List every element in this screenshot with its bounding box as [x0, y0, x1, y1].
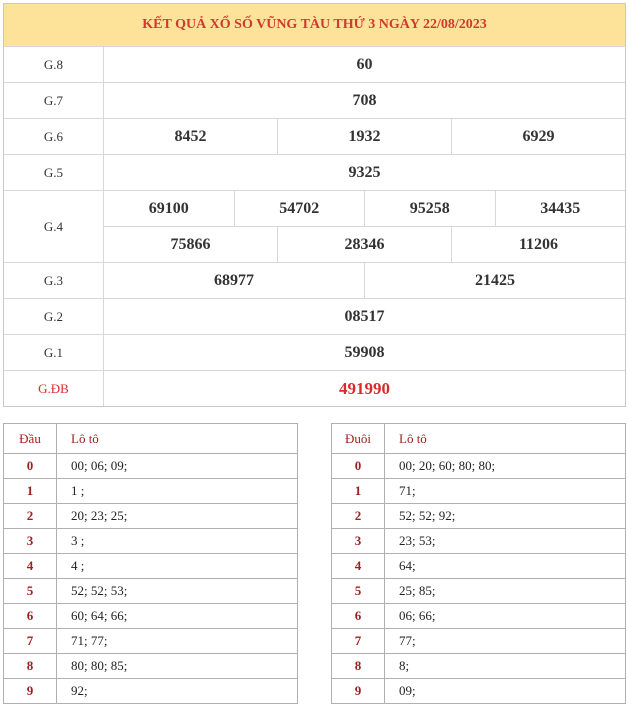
table-row — [4, 528, 297, 553]
row-key: 7 — [4, 629, 57, 653]
prize-number: 75866 — [170, 235, 211, 253]
row-key: 8 — [4, 654, 57, 678]
row-key: 0 — [4, 454, 57, 478]
table-row — [332, 678, 625, 703]
row-value: 52; 52; 53; — [71, 583, 128, 598]
table-row — [4, 653, 297, 678]
table-row — [332, 478, 625, 503]
row-value: 77; — [399, 633, 416, 648]
row-key: 4 — [332, 554, 385, 578]
column-header-duoi: Đuôi — [332, 424, 385, 453]
row-value: 4 ; — [71, 558, 85, 573]
prize-number: 21425 — [364, 263, 625, 298]
row-key: 1 — [4, 479, 57, 503]
row-value: 52; 52; 92; — [399, 508, 456, 523]
prize-row-g5 — [4, 155, 625, 191]
loto-duoi-table — [331, 423, 626, 704]
table-row — [332, 528, 625, 553]
table-row — [332, 503, 625, 528]
prize-row-g3 — [4, 263, 625, 299]
row-key: 2 — [332, 504, 385, 528]
row-value: 8; — [399, 658, 410, 673]
row-value: 00; 06; 09; — [71, 458, 128, 473]
table-row — [332, 603, 625, 628]
prize-number: 08517 — [344, 307, 385, 325]
table-row — [4, 453, 297, 478]
row-key: 5 — [332, 579, 385, 603]
prize-number: 9325 — [348, 163, 381, 181]
prize-label: G.7 — [4, 83, 104, 118]
row-key: 6 — [332, 604, 385, 628]
row-value: 00; 20; 60; 80; 80; — [399, 458, 496, 473]
row-key: 9 — [4, 679, 57, 703]
prize-label: G.3 — [4, 263, 104, 298]
table-row — [332, 578, 625, 603]
loto-dau-table — [3, 423, 298, 704]
prize-number: 54702 — [234, 191, 365, 226]
prize-row-g1 — [4, 335, 625, 371]
table-row — [4, 478, 297, 503]
prize-label: G.1 — [4, 335, 104, 370]
table-row — [4, 553, 297, 578]
special-prize-number: 491990 — [339, 378, 390, 398]
row-key: 8 — [332, 654, 385, 678]
results-table — [3, 3, 626, 407]
row-key: 9 — [332, 679, 385, 703]
row-value: 09; — [399, 683, 416, 698]
row-value: 60; 64; 66; — [71, 608, 128, 623]
table-row — [332, 453, 625, 478]
table-row — [4, 578, 297, 603]
row-value: 64; — [399, 558, 416, 573]
row-key: 3 — [4, 529, 57, 553]
prize-number: 11206 — [451, 227, 625, 262]
table-header — [332, 424, 625, 453]
prize-row-g6 — [4, 119, 625, 155]
row-value: 23; 53; — [399, 533, 436, 548]
column-header-loto: Lô tô — [399, 430, 427, 446]
prize-row-special — [4, 371, 625, 406]
prize-number: 95258 — [364, 191, 495, 226]
results-title: KẾT QUẢ XỔ SỐ VŨNG TÀU THỨ 3 NGÀY 22/08/2023 — [4, 4, 625, 47]
prize-number: 8452 — [174, 127, 207, 145]
row-key: 6 — [4, 604, 57, 628]
prize-number: 68977 — [214, 271, 254, 289]
row-key: 1 — [332, 479, 385, 503]
prize-row-g8 — [4, 47, 625, 83]
row-value: 92; — [71, 683, 88, 698]
row-key: 0 — [332, 454, 385, 478]
row-key: 2 — [4, 504, 57, 528]
prize-number: 6929 — [451, 119, 625, 154]
prize-number: 1932 — [277, 119, 451, 154]
prize-label: G.2 — [4, 299, 104, 334]
prize-number: 708 — [352, 91, 377, 109]
row-key: 5 — [4, 579, 57, 603]
prize-number: 34435 — [495, 191, 626, 226]
prize-label: G.8 — [4, 47, 104, 82]
prize-label: G.4 — [4, 191, 104, 262]
prize-number: 28346 — [277, 227, 451, 262]
row-value: 80; 80; 85; — [71, 658, 128, 673]
prize-number: 69100 — [148, 199, 189, 217]
row-key: 4 — [4, 554, 57, 578]
prize-row-g4 — [4, 191, 625, 263]
row-key: 7 — [332, 629, 385, 653]
prize-row-g2 — [4, 299, 625, 335]
row-value: 20; 23; 25; — [71, 508, 128, 523]
row-value: 71; — [399, 483, 416, 498]
row-key: 3 — [332, 529, 385, 553]
prize-label: G.5 — [4, 155, 104, 190]
row-value: 71; 77; — [71, 633, 108, 648]
table-row — [4, 678, 297, 703]
table-row — [332, 628, 625, 653]
table-header — [4, 424, 297, 453]
row-value: 06; 66; — [399, 608, 436, 623]
prize-label: G.6 — [4, 119, 104, 154]
table-row — [332, 553, 625, 578]
table-row — [332, 653, 625, 678]
prize-number: 59908 — [344, 343, 385, 361]
row-value: 25; 85; — [399, 583, 436, 598]
prize-number: 60 — [356, 55, 373, 73]
row-value: 1 ; — [71, 483, 85, 498]
row-value: 3 ; — [71, 533, 85, 548]
table-row — [4, 503, 297, 528]
table-row — [4, 603, 297, 628]
prize-row-g7 — [4, 83, 625, 119]
special-prize-label: G.ĐB — [4, 371, 104, 406]
column-header-loto: Lô tô — [71, 430, 99, 446]
table-row — [4, 628, 297, 653]
column-header-dau: Đầu — [4, 424, 57, 453]
